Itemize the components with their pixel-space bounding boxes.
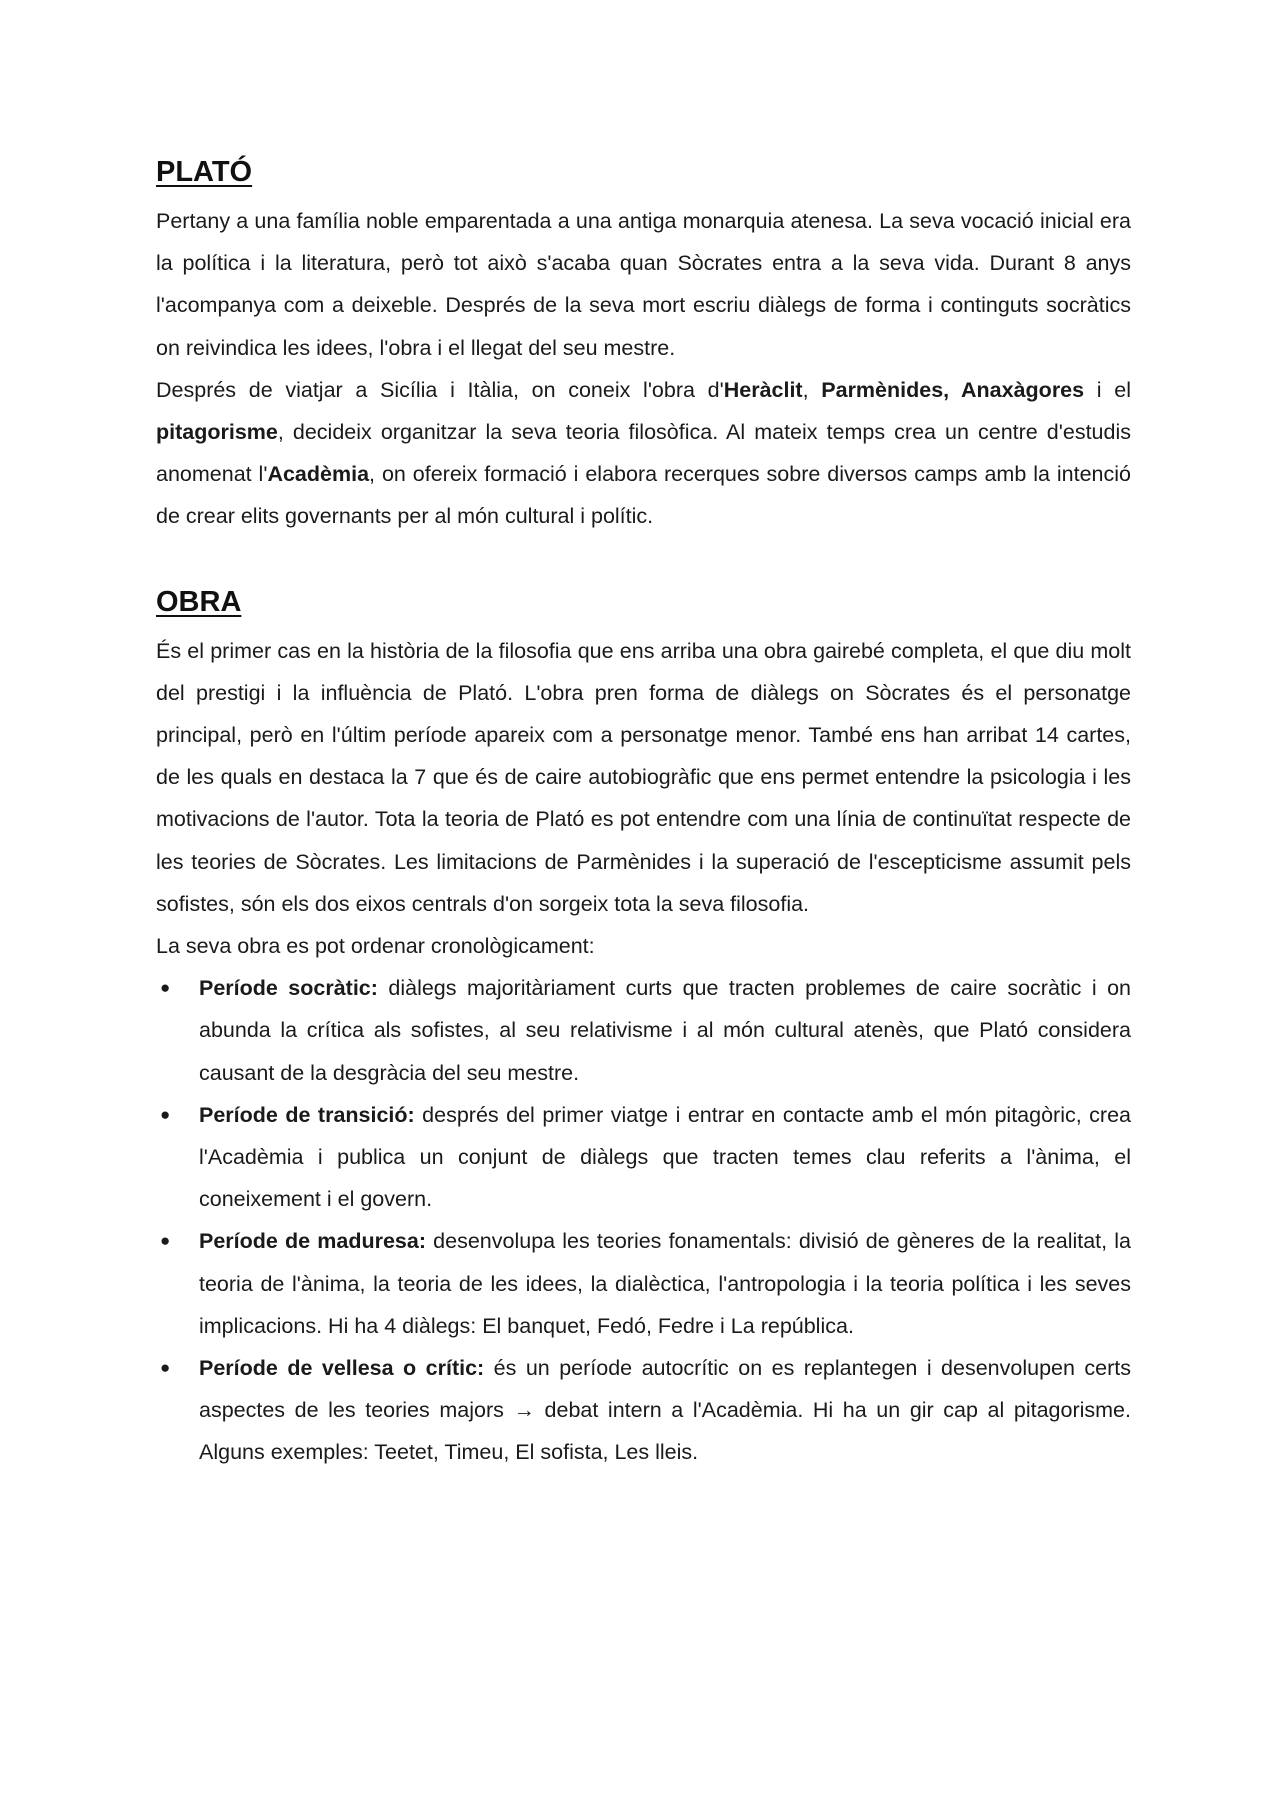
list-item-periode-vellesa (156, 1347, 1131, 1474)
plato-paragraph-1: Pertany a una família noble emparentada a una antiga monarquia atenesa. La seva vocació inicial era la política i la literatura, però tot això s'acaba quan Sòcrates entra a la seva vida. Durant 8 anys l'acompanya com a deixeble. Després de la seva mort escriu diàlegs de forma i continguts socràtics on reivindica les idees, l'obra i el llegat del seu mestre. (156, 209, 1131, 360)
period-label: Període de vellesa o crític: (199, 1356, 485, 1381)
period-label: Període socràtic: (199, 976, 378, 1001)
period-text: diàlegs majoritàriament curts que tracten problemes de caire socràtic i on abunda la crítica als sofistes, al seu relativisme i al món cultural atenès, que Plató considera causant de la desgràcia del seu mestre. (199, 976, 1131, 1085)
period-text: és un període autocrític on es replantegen i desenvolupen certs aspectes de les teories majors → debat intern a l'Acadèmia. Hi ha un gir cap al pitagorisme. Alguns exemples: Teetet, Timeu, El sofista, Les lleis. (199, 1356, 1131, 1465)
bullet-icon: ● (160, 1231, 171, 1251)
period-label: Període de maduresa: (199, 1229, 427, 1254)
obra-paragraph-1: És el primer cas en la història de la filosofia que ens arriba una obra gairebé completa, el que diu molt del prestigi i la influència de Plató. L'obra pren forma de diàlegs on Sòcrates és el personatge principal, però en l'últim període apareix com a personatge menor. També ens han arribat 14 cartes, de les quals en destaca la 7 que és de caire autobiogràfic que ens permet entendre la psicologia i les motivacions de l'autor. Tota la teoria de Plató es pot entendre com una línia de continuïtat respecte de les teories de Sòcrates. Les limitacions de Parmènides i la superació de l'escepticisme assumit pels sofistes, són els dos eixos centrals d'on sorgeix tota la seva filosofia. (156, 638, 1131, 916)
plato-paragraph-2 (156, 369, 1131, 538)
text-run: Després de viatjar a Sicília i Itàlia, on coneix l'obra d' (156, 377, 724, 402)
text-run: , (802, 377, 822, 402)
periods-list (156, 967, 1131, 1473)
section-title-obra: OBRA (156, 585, 242, 618)
bold-term-academia: Acadèmia (267, 462, 370, 487)
obra-intro: La seva obra es pot ordenar cronològicament: (156, 934, 595, 959)
bold-term-parmenides-anaxagores: Parmènides, Anaxàgores (821, 377, 1085, 402)
period-text: després del primer viatge i entrar en contacte amb el món pitagòric, crea l'Acadèmia i publica un conjunt de diàlegs que tracten temes clau referits a l'ànima, el coneixement i el govern. (199, 1102, 1131, 1212)
list-item-periode-maduresa (156, 1220, 1131, 1347)
text-run: , on ofereix formació i elabora recerques sobre diversos camps amb la intenció de crear elits governants per al món cultural i polític. (156, 462, 1132, 529)
bold-term-pitagorisme: pitagorisme (156, 420, 278, 445)
bullet-icon: ● (160, 1358, 171, 1378)
list-item-periode-socratic (156, 967, 1131, 1094)
text-run: , decideix organitzar la seva teoria filosòfica. Al mateix temps crea un centre d'estudis anomenat l' (156, 420, 1131, 487)
bullet-icon: ● (160, 1104, 171, 1124)
period-text: desenvolupa les teories fonamentals: divisió de gèneres de la realitat, la teoria de l'ànima, la teoria de les idees, la dialèctica, l'antropologia i la teoria política i les seves implicacions. Hi ha 4 diàlegs: El banquet, Fedó, Fedre i La república. (199, 1229, 1132, 1338)
document-page (156, 150, 1131, 1474)
list-item-periode-transicio (156, 1094, 1131, 1221)
period-label: Període de transició: (199, 1102, 415, 1127)
section-gap (156, 538, 1131, 580)
section-title-plato: PLATÓ (156, 156, 253, 188)
text-run: i el (1084, 377, 1131, 402)
bullet-icon: ● (160, 978, 171, 998)
bold-term-heraclit: Heràclit (723, 377, 803, 402)
